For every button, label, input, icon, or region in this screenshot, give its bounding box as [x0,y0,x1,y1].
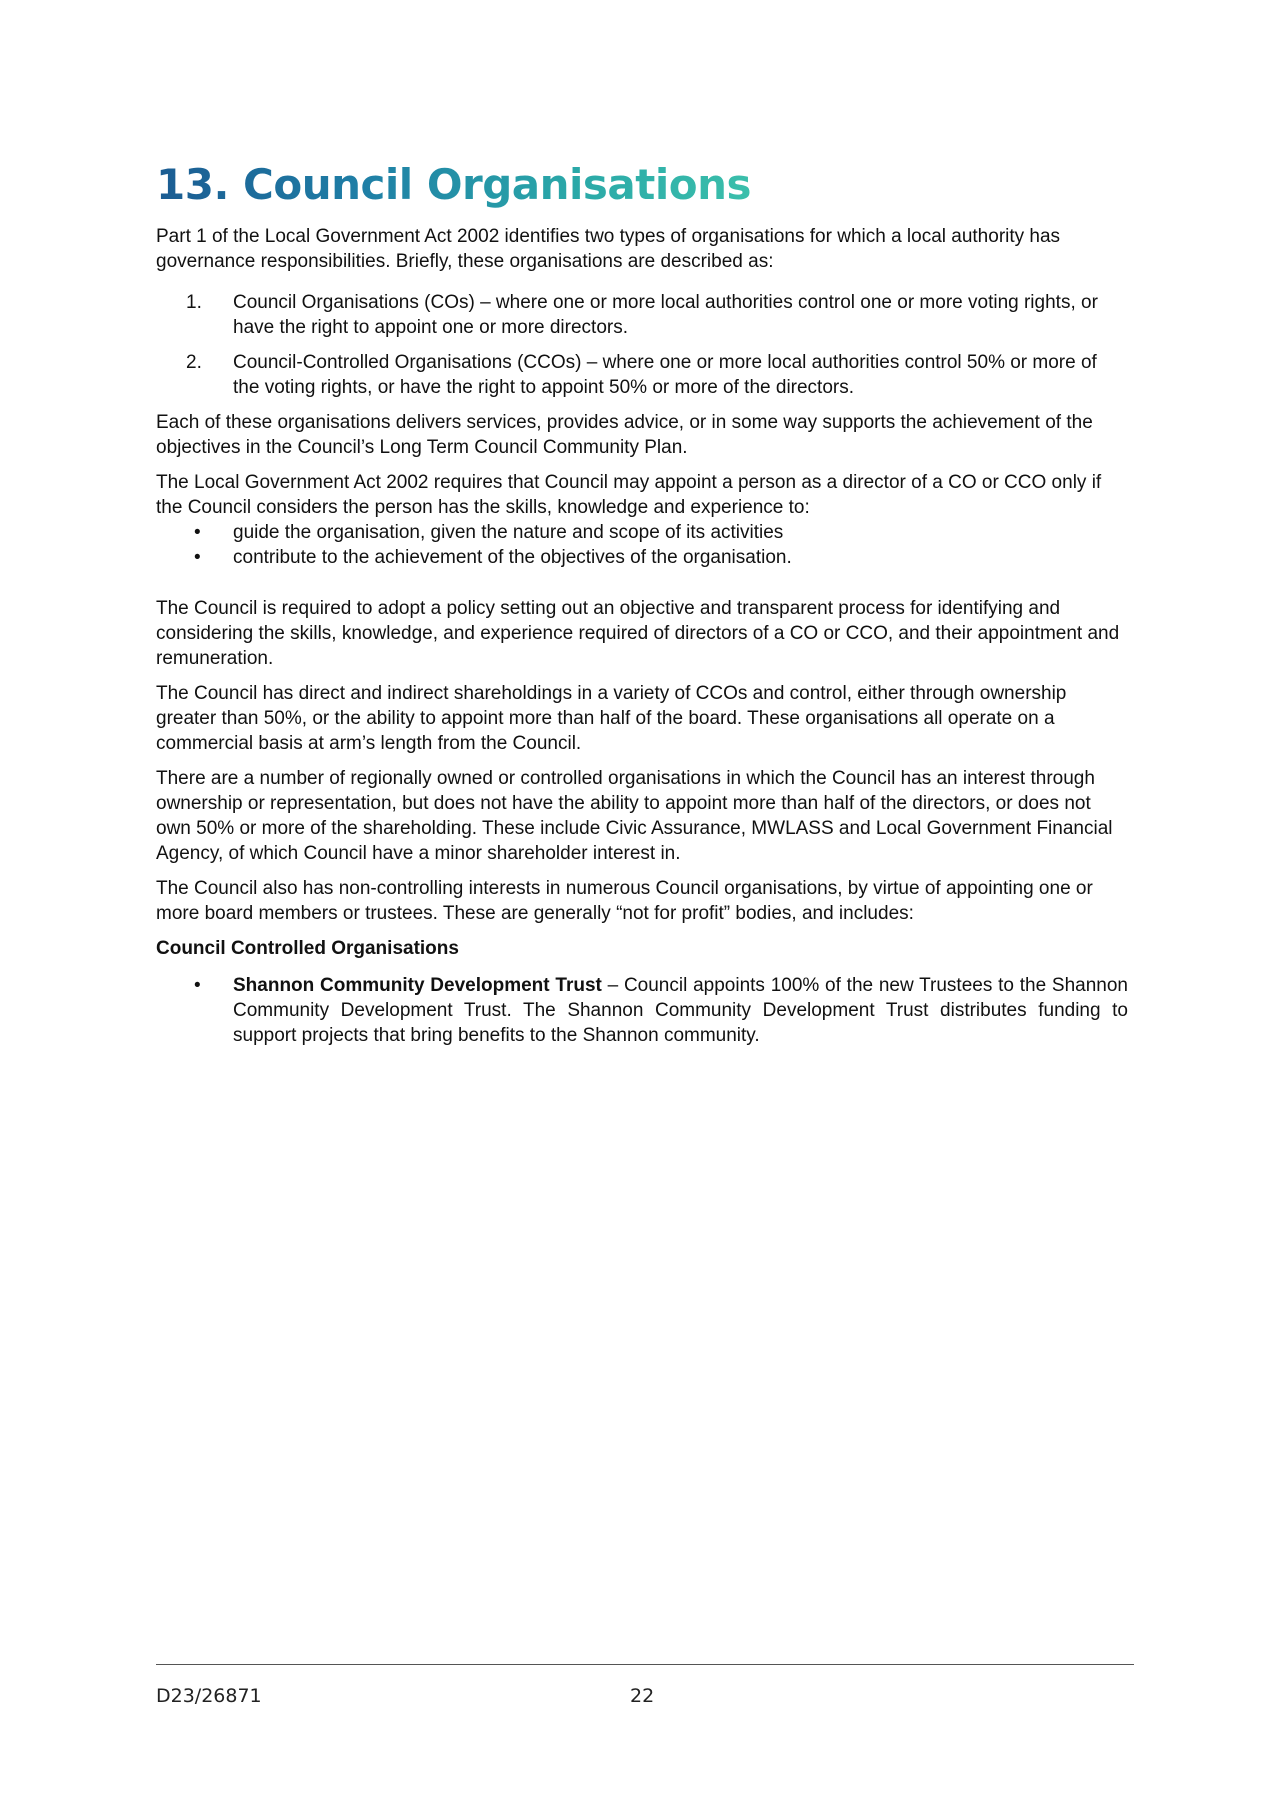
list-item [156,290,1128,340]
list-item [156,350,1128,400]
list-item-text: Council-Controlled Organisations (CCOs) – where one or more local authorities control 50% or more of the voting rights, or have the right to appoint 50% or more of the directors. [233,352,1097,398]
page-footer [156,1664,1134,1707]
director-paragraph: The Local Government Act 2002 requires that Council may appoint a person as a director of a CO or CCO only if the Council considers the person has the skills, knowledge and experience to: [156,472,1102,518]
non-controlling-paragraph: The Council also has non-controlling interests in numerous Council organisations, by virtue of appointing one or more board members or trustees. These are generally “not for profit” bodies, and includes: [156,878,1093,924]
policy-paragraph: The Council is required to adopt a policy setting out an objective and transparent process for identifying and considering the skills, knowledge, and experience required of directors of a CO or CCO, and their appointment and remuneration. [156,598,1120,669]
services-paragraph: Each of these organisations delivers services, provides advice, or in some way supports the achievement of the objectives in the Council’s Long Term Council Community Plan. [156,412,1093,458]
list-item-text: guide the organisation, given the nature and scope of its activities [233,522,784,543]
list-item [156,973,1128,1048]
list-item [156,520,1128,545]
organisation-types-list [156,290,1128,400]
cco-subheading: Council Controlled Organisations [156,938,459,959]
cco-list [156,973,1128,1048]
list-number: 1. [186,292,202,313]
bullet-icon: • [194,975,201,996]
list-item-text: contribute to the achievement of the objectives of the organisation. [233,547,792,568]
section-heading: 13. Council Organisations [156,160,752,209]
list-number: 2. [186,352,202,373]
trust-description: – Council appoints 100% of the new Trustees to the Shannon Community Development Trust. The Shannon Community Development Trust distributes funding to support projects that bring benefits to the Shannon community. [233,975,1128,1046]
shareholdings-paragraph: The Council has direct and indirect shareholdings in a variety of CCOs and control, either through ownership greater than 50%, or the ability to appoint more than half of the board. These organisations all operate on a commercial basis at arm’s length from the Council. [156,683,1067,754]
bullet-icon: • [194,547,201,568]
trust-name: Shannon Community Development Trust [233,975,602,996]
director-criteria-list [156,520,1128,570]
page-number: 22 [630,1685,655,1707]
list-item-text: Council Organisations (COs) – where one or more local authorities control one or more voting rights, or have the right to appoint one or more directors. [233,292,1098,338]
regional-paragraph: There are a number of regionally owned or controlled organisations in which the Council has an interest through ownership or representation, but does not have the ability to appoint more than half of the directors, or does not own 50% or more of the shareholding. These include Civic Assurance, MWLASS and Local Government Financial Agency, of which Council have a minor shareholder interest in. [156,768,1113,864]
document-page [156,160,1128,1048]
list-item [156,545,1128,570]
intro-paragraph: Part 1 of the Local Government Act 2002 identifies two types of organisations for which a local authority has governance responsibilities. Briefly, these organisations are described as: [156,226,1061,272]
document-reference: D23/26871 [156,1685,262,1707]
bullet-icon: • [194,522,201,543]
